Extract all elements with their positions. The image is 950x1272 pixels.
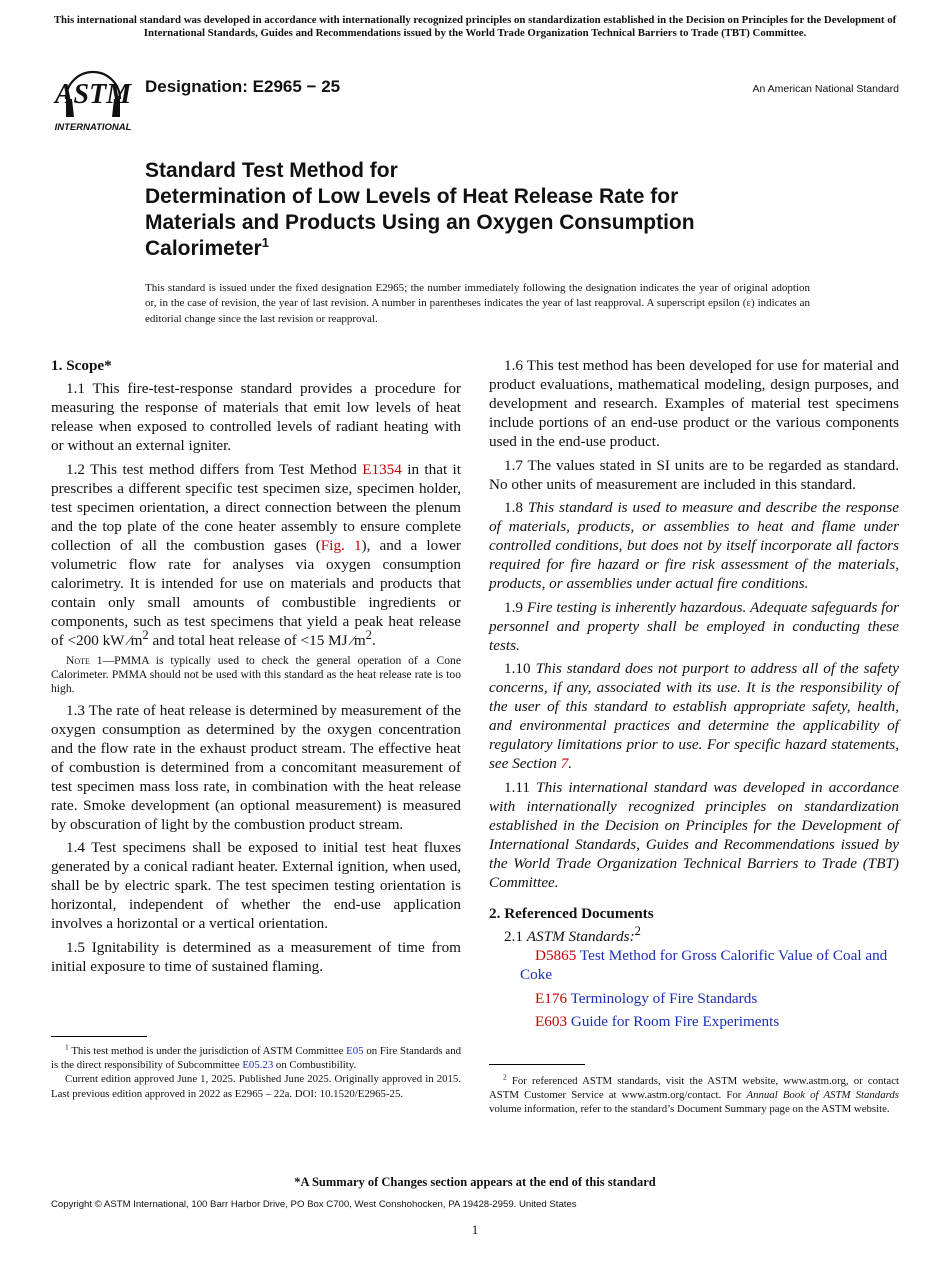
footnote-1: $^1$ This test method is under the jurisdiction of ASTM Committee E05 on Fire Standards and is the direct responsibility of Subcommittee E05.23 on Combustibility. Current edition approved June 1, 2025. Published June 2025. Originally approved in 2015. Last previous edition approved in 2022 as E2965 – 22a. DOI: 10.1520/E2965-25. [51, 1042, 461, 1100]
title-line-1: Standard Test Method for [145, 159, 398, 182]
note-1: Note 1—PMMA is typically used to check the general operation of a Cone Calorimeter. PMMA should not be used with this standard as the heat release rate is too high. [51, 654, 461, 696]
copyright: Copyright © ASTM International, 100 Barr Harbor Drive, PO Box C700, West Conshohocken, PA 19428-2959. United States [51, 1199, 577, 1210]
paragraph-1-7: 1.7 The values stated in SI units are to be regarded as standard. No other units of measurement are included in this standard. [489, 456, 899, 493]
svg-text:ASTM: ASTM [54, 79, 132, 110]
title-line-4: Calorimeter$^1$ [145, 235, 269, 260]
paragraph-1-3: 1.3 The rate of heat release is determined by measurement of the oxygen consumption as determined by the oxygen concentration and the flow rate in the exhaust product stream. The effective heat of combustion is determined from a concomitant measurement of test specimen mass loss rate, in combination with the heat release rate. Smoke development (an optional measurement) is measured by obscuration of light by the combustion product stream. [51, 701, 461, 833]
link-fig-1[interactable]: Fig. 1 [320, 536, 362, 554]
section-1-heading: 1. Scope* [51, 357, 112, 374]
issuance-note: This standard is issued under the fixed designation E2965; the number immediately following the designation indicates the year of original adoption or, in the case of revision, the year of last revision. A number in parentheses indicates the year of last reapproval. A superscript epsilon (ε) indicates an editorial change since the last revision or reapproval. [145, 282, 810, 325]
reference-item[interactable]: E176 Terminology of Fire Standards [535, 989, 758, 1007]
designation: Designation: E2965 − 25 [145, 77, 341, 96]
summary-of-changes-note: *A Summary of Changes section appears at the end of this standard [294, 1175, 656, 1189]
title-line-3: Materials and Products Using an Oxygen Consumption [145, 211, 695, 234]
national-standard-label: An American National Standard [752, 83, 899, 95]
right-column [489, 356, 899, 1036]
link-e05[interactable]: E05 [346, 1045, 364, 1057]
title-footnote-mark: 1 [261, 235, 269, 250]
paragraph-1-2: 1.2 This test method differs from Test Method E1354 in that it prescribes a different specific test specimen size, specimen holder, test specimen orientation, a direct connection between the plenum and the top plate of the cone heater assembly to ensure complete collection of all the combustion gases (Fig. 1), and a lower volumetric flow rate for analyses via oxygen consumption calorimetry. It is intended for use on materials and products that contain only small amounts of combustible ingredients or components, such as test specimens that yield a peak heat release of <200 kW $⁄m^2$ and total heat release of <15 MJ $⁄m^2$. [51, 460, 461, 649]
paragraph-1-8: 1.8 This standard is used to measure and describe the response of materials, products, or assemblies to heat and flame under controlled conditions, but does not by itself incorporate all factors required for fire hazard or fire risk assessment of the materials, products, or assemblies under actual fire conditions. [489, 499, 899, 593]
reference-item[interactable]: E603 Guide for Room Fire Experiments [535, 1013, 780, 1031]
left-column [51, 356, 461, 981]
title-line-2: Determination of Low Levels of Heat Release Rate for [145, 185, 679, 208]
paragraph-2-1: 2.1 ASTM Standards:$^2$ [504, 923, 641, 945]
link-e1354[interactable]: E1354 [362, 460, 402, 478]
astm-logo [52, 55, 134, 133]
paragraph-1-1: 1.1 This fire-test-response standard provides a procedure for measuring the response of materials that emit low levels of heat release when exposed to controlled levels of radiant heating with or without an external igniter. [51, 380, 461, 454]
paragraph-1-10: 1.10 This standard does not purport to address all of the safety concerns, if any, associated with its use. It is the responsibility of the user of this standard to establish appropriate safety, health, and environmental practices and determine the applicability of regulatory limitations prior to use. For specific hazard statements, see Section 7. [489, 660, 899, 773]
paragraph-1-11: 1.11 This international standard was developed in accordance with internationally recognized principles on standardization established in the Decision on Principles for the Development of International Standards, Guides and Recommendations issued by the World Trade Organization Technical Barriers to Trade (TBT) Committee. [489, 778, 899, 891]
footnote-2: $^2$ For referenced ASTM standards, visit the ASTM website, www.astm.org, or contact ASTM Customer Service at www.astm.org/contact. For Annual Book of ASTM Standards volume information, refer to the standard’s Document Summary page on the ASTM website. [489, 1072, 899, 1116]
paragraph-1-4: 1.4 Test specimens shall be exposed to initial test heat fluxes generated by a conical radiant heater. External ignition, when used, shall be by electric spark. The test specimen testing orientation is horizontal, independent of whether the end-use application involves a horizontal or a vertical orientation. [51, 839, 461, 933]
paragraph-1-5: 1.5 Ignitability is determined as a measurement of time from initial exposure to time of sustained flaming. [51, 938, 461, 975]
reference-item[interactable]: D5865 Test Method for Gross Calorific Value of Coal and Coke [520, 946, 888, 983]
footnote-divider-left [51, 1036, 147, 1037]
svg-text:INTERNATIONAL: INTERNATIONAL [54, 122, 132, 133]
link-section-7[interactable]: 7 [560, 755, 569, 773]
section-2-heading: 2. Referenced Documents [489, 904, 654, 922]
top-notice: This international standard was developed in accordance with internationally recognized principles on standardization established in the Decision on Principles for the Development of International Standards, Guides and Recommendations issued by the World Trade Organization Technical Barriers to Trade (TBT) Committee. [53, 14, 897, 39]
footnote-divider-right [489, 1064, 585, 1065]
paragraph-1-9: 1.9 Fire testing is inherently hazardous. Adequate safeguards for personnel and property shall be employed in conducting these tests. [489, 598, 899, 654]
document-title [145, 158, 825, 262]
paragraph-1-6: 1.6 This test method has been developed for use for material and product evaluations, mathematical modeling, design purposes, and development and research. Examples of material test specimens include portions of an end-use product or the various components used in the end-use product. [489, 357, 899, 450]
page-number: 1 [471, 1222, 479, 1237]
link-e05-23[interactable]: E05.23 [242, 1059, 274, 1072]
reference-list [489, 946, 899, 1031]
